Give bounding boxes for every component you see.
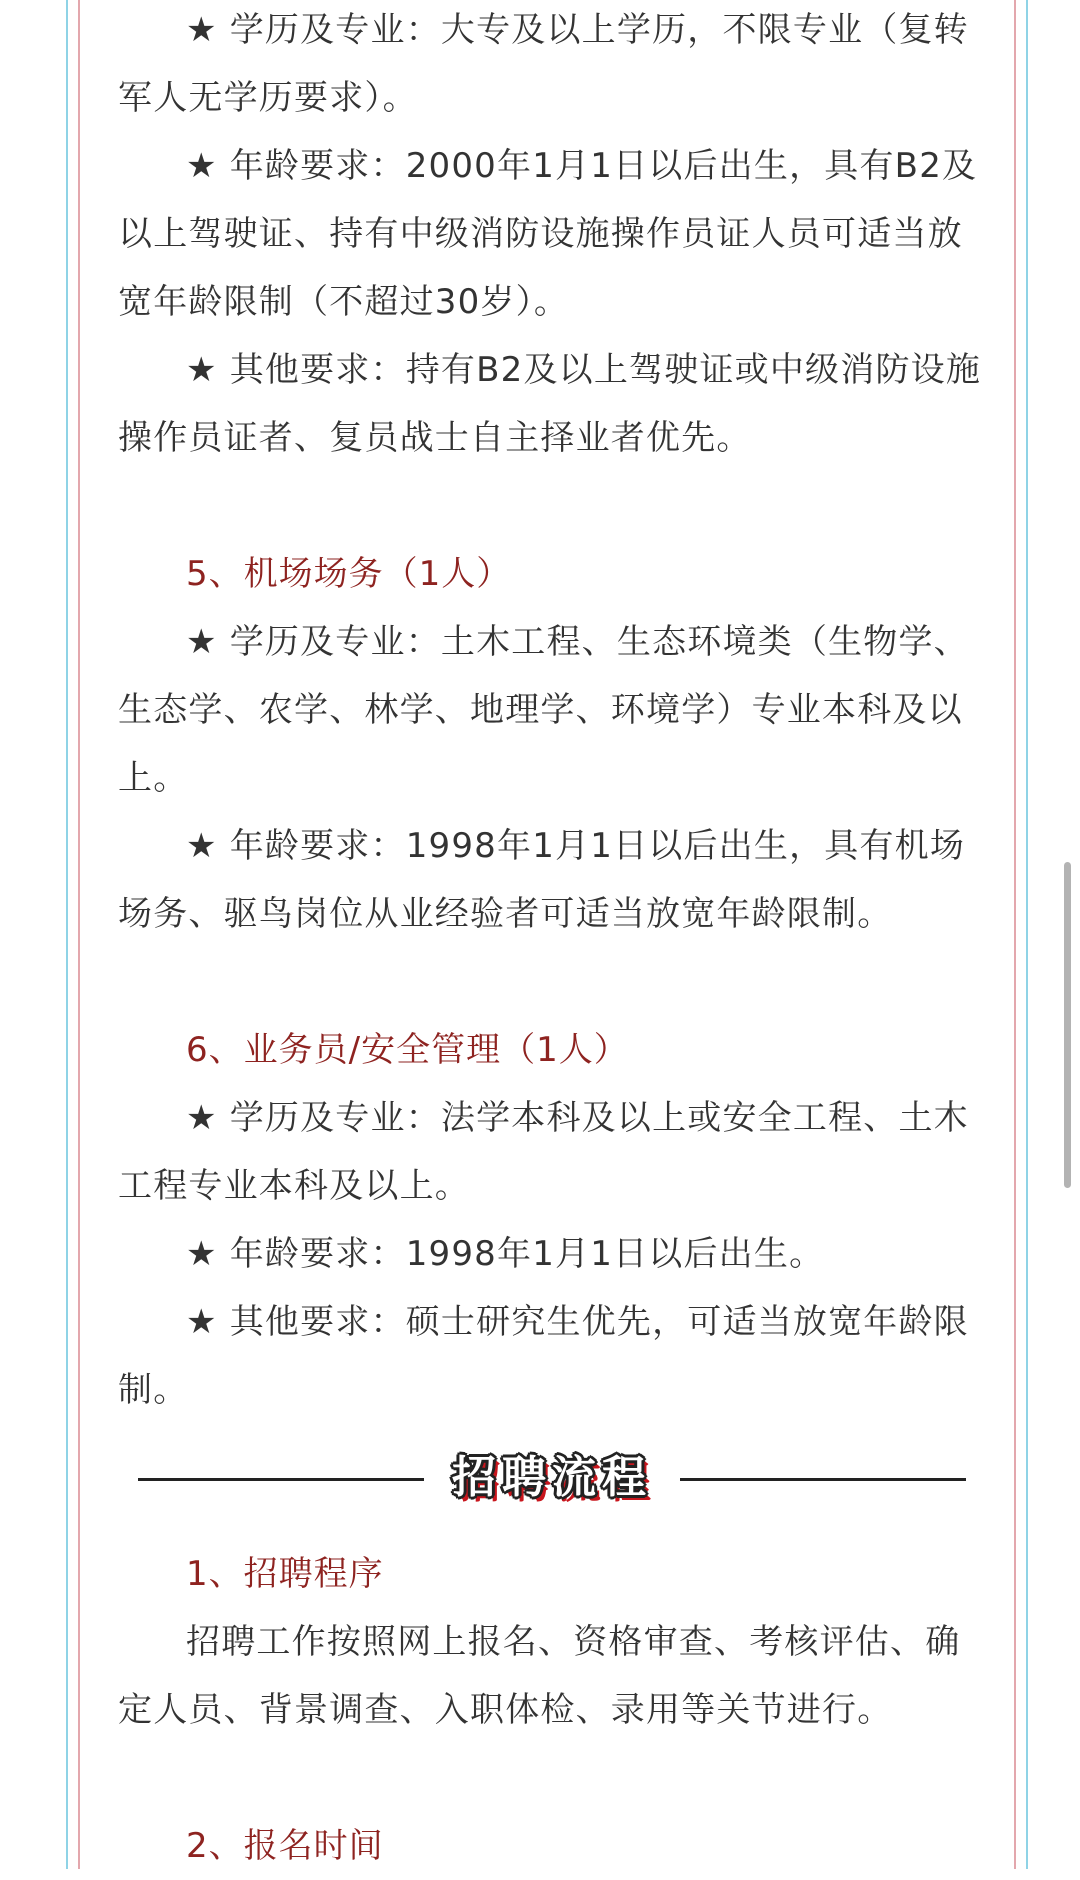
- job6-other: ★ 其他要求：硕士研究生优先，可适当放宽年龄限制。: [118, 1302, 969, 1410]
- job6-age: ★ 年龄要求：1998年1月1日以后出生。: [186, 1234, 825, 1274]
- frame-line-left-blue: [66, 0, 68, 1869]
- job5-education: ★ 学历及专业：土木工程、生态环境类（生物学、生态学、农学、林学、地理学、环境学）专业本科及以上。: [118, 622, 969, 798]
- process-step2-heading: 2、报名时间: [186, 1826, 384, 1866]
- section-title: 招聘流程: [452, 1452, 652, 1503]
- section-divider: [138, 1447, 966, 1509]
- article-content: [118, 0, 988, 1424]
- frame-line-left-red: [78, 0, 80, 1869]
- job6-education: ★ 学历及专业：法学本科及以上或安全工程、土木工程专业本科及以上。: [118, 1098, 969, 1206]
- scrollbar-thumb[interactable]: [1064, 862, 1071, 1188]
- requirement-other: ★ 其他要求：持有B2及以上驾驶证或中级消防设施操作员证者、复员战士自主择业者优先。: [118, 350, 982, 458]
- process-step1-heading: 1、招聘程序: [186, 1554, 384, 1594]
- process-step1-text: 招聘工作按照网上报名、资格审查、考核评估、确定人员、背景调查、入职体检、录用等关节进行。: [118, 1622, 961, 1730]
- frame-line-right-red: [1014, 0, 1016, 1869]
- frame-line-right-blue: [1026, 0, 1028, 1869]
- divider-rule-left: [138, 1478, 424, 1481]
- divider-rule-right: [680, 1478, 966, 1481]
- requirement-education: ★ 学历及专业：大专及以上学历，不限专业（复转军人无学历要求）。: [118, 10, 969, 118]
- process-content: [118, 1540, 988, 1880]
- job5-age: ★ 年龄要求：1998年1月1日以后出生，具有机场场务、驱鸟岗位从业经验者可适当放宽年龄限制。: [118, 826, 966, 934]
- job-heading-airport-field: 5、机场场务（1人）: [186, 554, 512, 594]
- job-heading-safety-management: 6、业务员/安全管理（1人）: [186, 1030, 629, 1070]
- requirement-age: ★ 年龄要求：2000年1月1日以后出生，具有B2及以上驾驶证、持有中级消防设施操作员证人员可适当放宽年龄限制（不超过30岁）。: [118, 146, 978, 322]
